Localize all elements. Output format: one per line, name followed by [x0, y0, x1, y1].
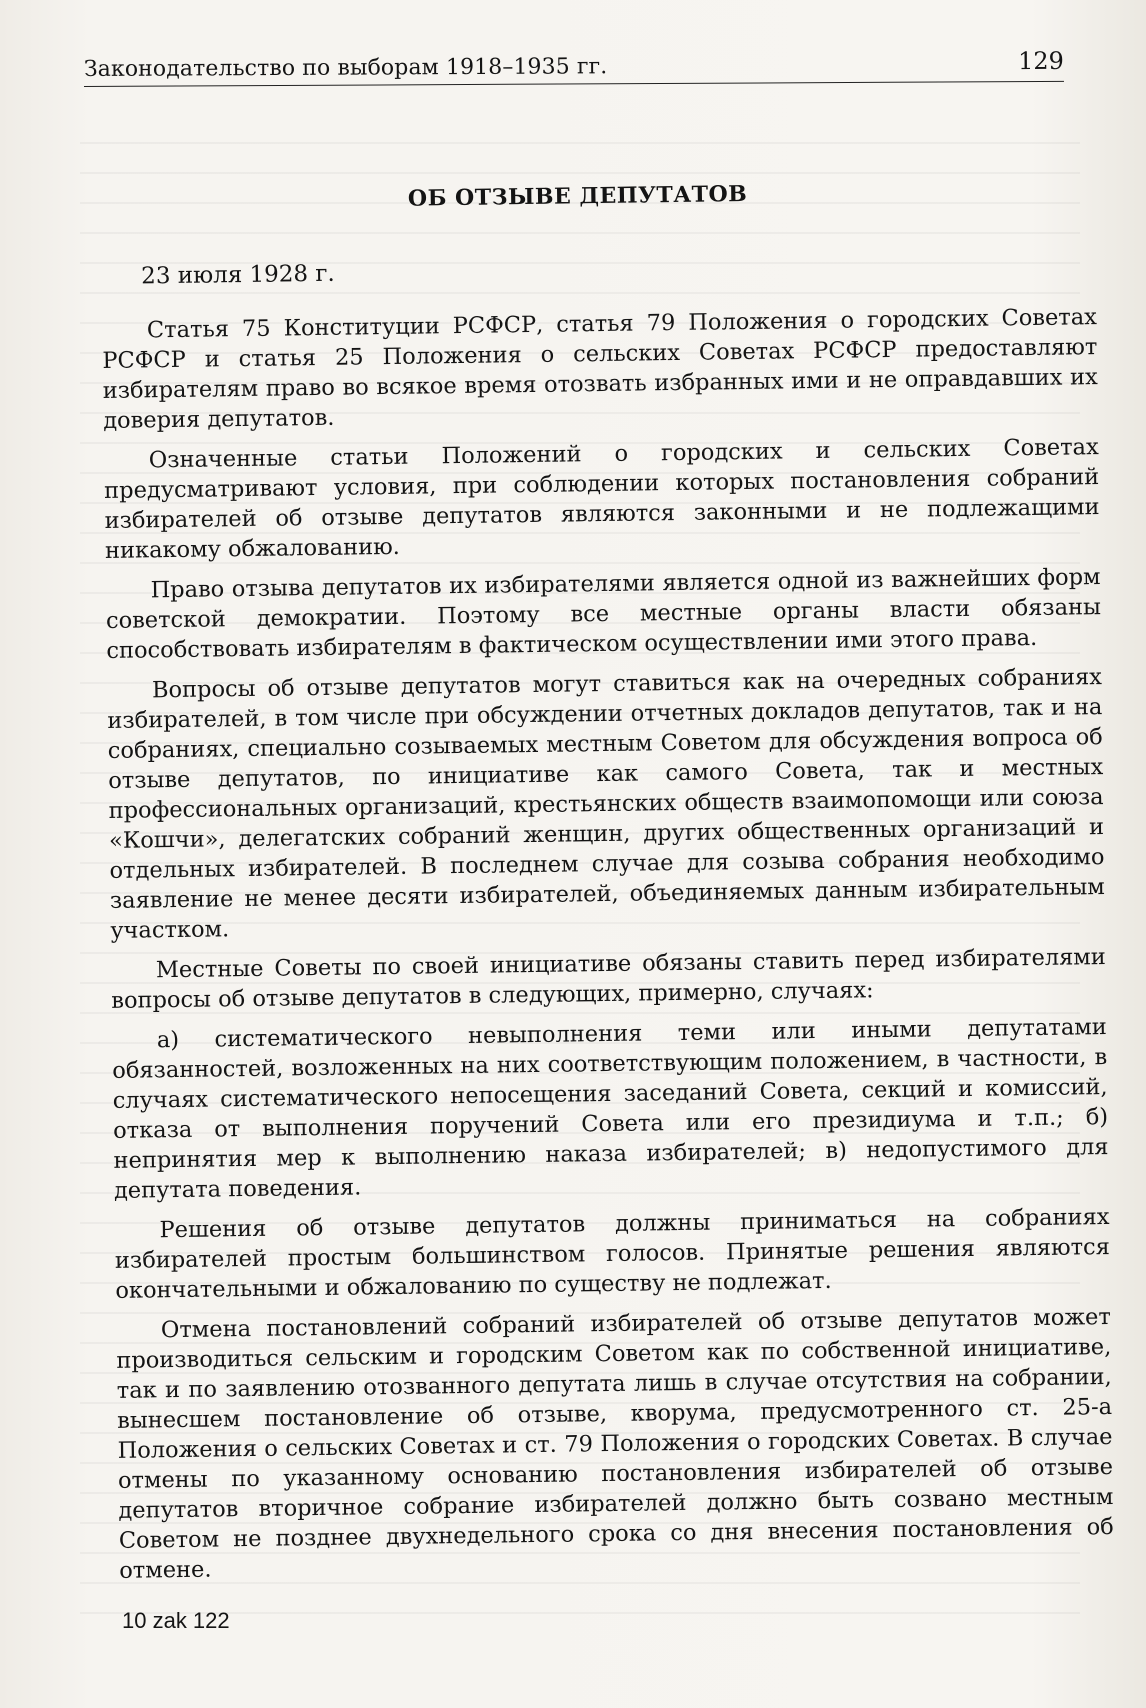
printer-signature-mark: 10 zak 122 — [122, 1608, 230, 1633]
running-header — [83, 46, 1064, 87]
document-date: 23 июля 1928 г. — [141, 260, 335, 290]
paragraph-list-items: а) систематического невыполнения теми или иными депутатами обязанностей, возложенных на них соответствующим положением, в частности, в случаях систематического непосещения заседаний Совета, секций и комиссий, отказа от выполнения поручений Совета или его президиума и т.п.; б) непринятия мер к выполнению наказа избирателей; в) недопустимого для депутата поведения. — [112, 1014, 1109, 1204]
paragraph: Отмена постановлений собраний избирателей об отзыве депутатов может производиться сельским и городским Советом как по собственной инициативе, так и по заявлению отозванного депутата лишь в случае отсутствия на собрании, вынесшем постановление об отзыве, кворума, предусмотренного ст. 25-а Положения о сельских Советах и ст. 79 Положения о городских Советах. В случае отмены по указанному основанию постановления избирателей об отзыве депутатов вторичное собрание избирателей должно быть созвано местным Советом не позднее двухнедельного срока со дня внесения постановления об отмене. — [116, 1303, 1114, 1584]
paragraph: Означенные статьи Положений о городских и сельских Советах предусматривают условия, при соблюдении которых постановления собраний избирателей об отзыве депутатов являются законными и не подлежащими никакому обжалованию. — [104, 434, 1100, 564]
document-body — [100, 176, 1115, 1596]
paragraph: Решения об отзыве депутатов должны приниматься на собраниях избирателей простым большинством голосов. Принятые решения являются окончательными и обжалованию по существу не подлежат. — [114, 1204, 1111, 1304]
document-title: ОБ ОТЗЫВЕ ДЕПУТАТОВ — [407, 180, 748, 212]
running-title: Законодательство по выборам 1918–1935 гг. — [83, 54, 608, 83]
paragraph: Вопросы об отзыве депутатов могут ставиться как на очередных собраниях избирателей, в том числе при обсуждении отчетных докладов депутатов, так и на собраниях, специально созываемых местным Советом для обсуждения вопроса об отзыве депутатов, по инициативе как самого Совета, так и местных профессиональных организаций, крестьянских обществ взаимопомощи или союза «Кошчи», делегатских собраний женщин, других общественных организаций и отдельных избирателей. В последнем случае для созыва собрания необходимо заявление не менее десяти избирателей, объединяемых данным избирательным участком. — [107, 664, 1106, 944]
page-number: 129 — [1017, 46, 1064, 76]
paragraph: Местные Советы по своей инициативе обязаны ставить перед избирателями вопросы об отзыве депутатов в следующих, примерно, случаях: — [111, 944, 1106, 1014]
paragraph: Статья 75 Конституции РСФСР, статья 79 Положения о городских Советах РСФСР и статья 25 Положения о сельских Советах РСФСР предоставляют избирателям право во всякое время отозвать избранных ими и не оправдавших их доверия депутатов. — [102, 304, 1098, 434]
paragraph: Право отзыва депутатов их избирателями является одной из важнейших форм советской демократии. Поэтому все местные органы власти обязаны способствовать избирателям в фактическом осуществлении ими этого права. — [105, 564, 1102, 664]
